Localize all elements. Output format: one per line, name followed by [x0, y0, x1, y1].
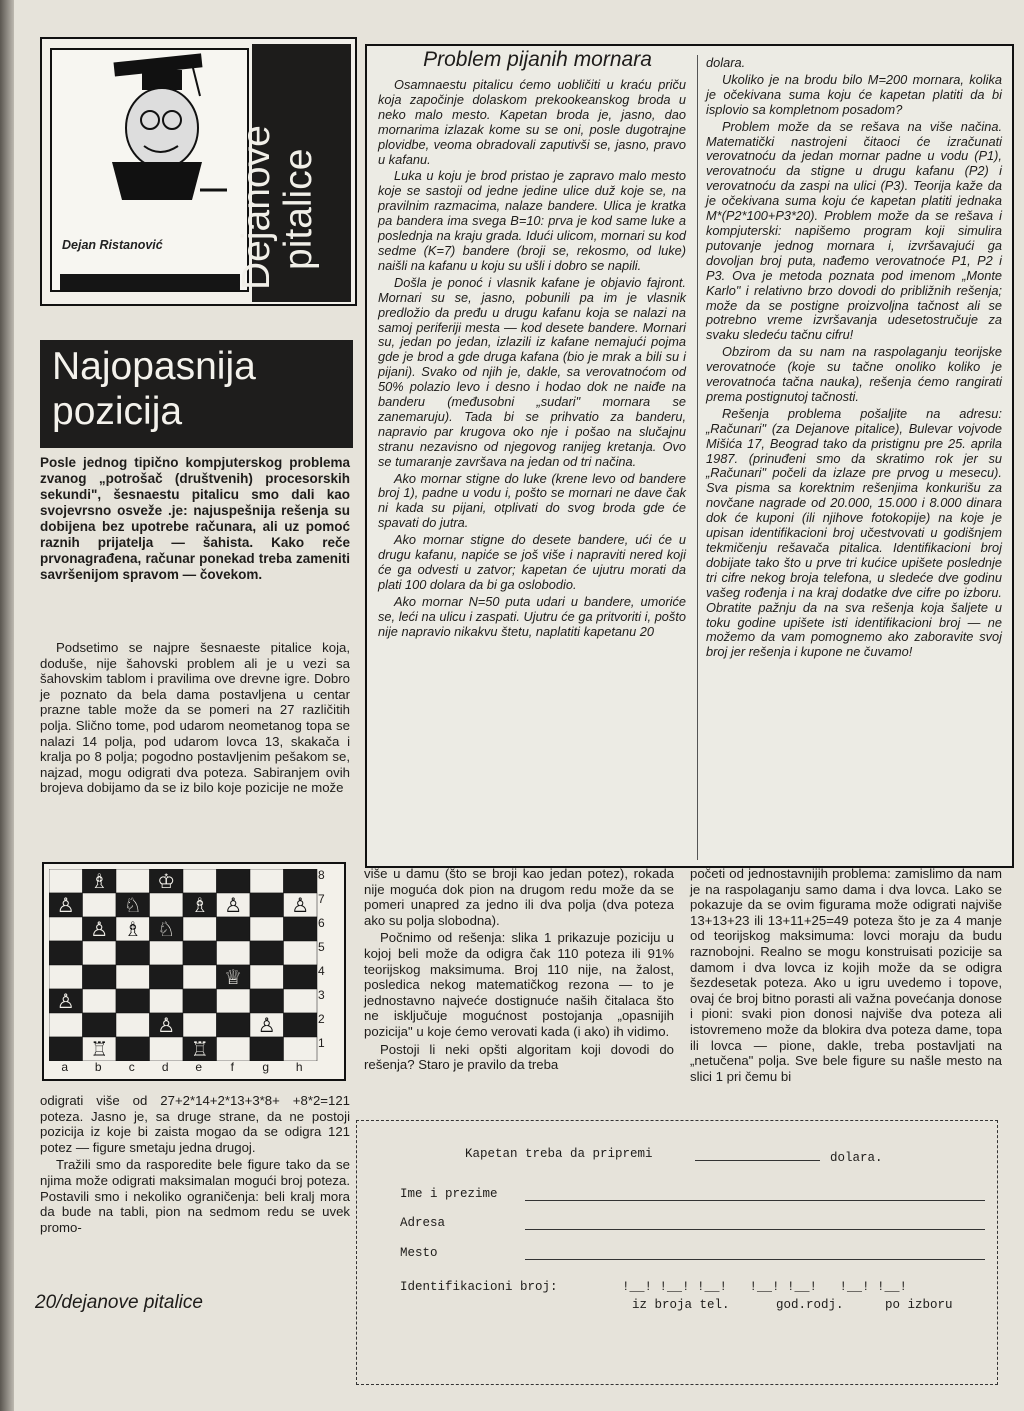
file-labels: [48, 1060, 318, 1074]
problem-title: Problem pijanih mornara: [423, 48, 652, 71]
chess-board-figure: [42, 862, 346, 1081]
series-title: Dejanove pitalice: [235, 125, 320, 290]
lead-paragraph: Posle jednog tipično kompjuterskog problema zvanog „potrošač (društvenih) procesorskih sekundi", šesnaestu pitalicu smo dali kao svojevrsno osveže .je: najuspešnija rešenja su dobijena bez upotrebe računara, ali uz pomoć raznih prijatelja — šahista. Kako reče prvonagrađena, računar ponekad treba zameniti savršenijom spravom — čovekom.: [40, 455, 350, 582]
board-square: [250, 893, 284, 917]
board-square: [49, 917, 83, 941]
coupon-name-field[interactable]: [525, 1200, 985, 1201]
board-square: [83, 989, 117, 1013]
board-square: [250, 941, 284, 965]
problem-left-column: Osamnaestu pitalicu ćemo uobličiti u kraću priču koja započinje dolaskom prekookeanskog broda u neko malo mesto. Kapetan broda je, jasno, dao mornarima izlazak kome su se oni, posle dugotrajne plovidbe, veoma obradovali zaputivši se, jasno, pravo u kafanu. Luka u koju je brod pristao je zapravo malo mesto koje se sastoji od jedne jedine ulice duž koje se, na pravilnim razmacima, nalaze bandere. Ulica je kratka pa bandera ima svega B=10: prva je kod same luke a poslednja na kraju grada. Idući ulicom, mornari su kod sedme (K=7) bandere (broji se, rekosmo, od luke) naišli na kafanu u koju su ušli i dobro se napili. Došla je ponoć i vlasnik kafane je objavio fajront. Mornari su se, jasno, pobunili pa im je vlasnik predložio da pređu u drugu kafanu koja se nalazi na samoj periferiji mesta — kod desete bandere. Mornari su, jedan po jedan, izlazili iz kafane nemajući pojma gde je brod a gde druga kafana (bio je mrak a bili su i pijani). Svako od njih je, dakle, sa verovatnoćom od 50% polazio levo i desno i hodao dok ne naiđe na banderu (međusobni „sudari" mornara se zanemaruju). Tada bi se prihvatio za banderu, napravio par krugova oko nje i pošao na slučajnu stranu nezavisno od njegovog ranijeg kretanja. Ovo se tumaranje završava na jedan od tri načina. Ako mornar stigne do luke (krene levo od bandere broj 1), padne u vodu i, pošto se mornari ne dave čak ni kada su pijani, otplivati do svog broda gde će spavati do jutra. Ako mornar stigne do desete bandere, ući će u drugu kafanu, napiće se još više i napraviti nered koji će ga odvesti u zatvor; kapetan će ujutru morati da plati 100 dolara da bi ga oslobodio. Ako mornar N=50 puta udari u bandere, umoriće se, leći na ulicu i zaspati. Ujutru će ga pritvoriti i, pošto nije napravio nikakvu štetu, naplatiti kapetanu 20: [378, 77, 686, 639]
board-square: [116, 965, 150, 989]
coupon-name-label: Ime i prezime: [400, 1187, 498, 1201]
board-square: [217, 941, 251, 965]
board-square: [49, 1037, 83, 1061]
chess-piece: ♖: [90, 1037, 109, 1061]
board-square: [217, 989, 251, 1013]
chess-piece: ♙: [56, 989, 75, 1013]
coupon-amount-field[interactable]: [695, 1160, 820, 1161]
rank-label: 8: [318, 868, 325, 882]
chess-piece: ♙: [157, 1013, 176, 1037]
coupon-address-field[interactable]: [525, 1229, 985, 1230]
board-square: [150, 1037, 184, 1061]
board-square: [284, 989, 318, 1013]
board-square: [217, 869, 251, 893]
board-square: [183, 1013, 217, 1037]
board-square: [284, 941, 318, 965]
board-square: [250, 1037, 284, 1061]
coupon-caption-year: god.rodj.: [776, 1298, 844, 1312]
coupon-caption-phone: iz broja tel.: [632, 1298, 730, 1312]
file-label: e: [195, 1060, 203, 1074]
chess-piece: ♗: [190, 893, 209, 917]
board-square: [250, 989, 284, 1013]
board-square: [116, 1037, 150, 1061]
board-square: [250, 917, 284, 941]
board-square: [150, 989, 184, 1013]
board-square: [284, 917, 318, 941]
chess-piece: ♙: [90, 917, 109, 941]
coupon-amount-label: Kapetan treba da pripremi: [465, 1147, 653, 1161]
column-2-text: više u damu (što se broji kao jedan potez), rokada nije moguća dok pion na drugom redu može da se pomeri unapred za jedno ili dva polja (dva poteza ako su polja slobodna). Počnimo od rešenja: slika 1 prikazuje poziciju u kojoj beli može da odigra čak 110 poteza ili 91% teorijskog maksimuma. Broj 110 nije, na žalost, posledica nekog matematičkog rezona — to je jednostavno najveće dostignuće naših čitalaca što ne isključuje mogućnost postojanja „opasnijih pozicija" u koje ćemo verovati kada (i ako) ih vidimo. Postoji li neki opšti algoritam koji dovodi do rešenja? Staro je pravilo da treba: [364, 866, 674, 1073]
rank-label: 6: [318, 916, 325, 930]
file-label: c: [128, 1060, 135, 1074]
rank-label: 5: [318, 940, 325, 954]
rank-label: 7: [318, 892, 325, 906]
file-label: f: [230, 1060, 234, 1074]
board-square: [250, 965, 284, 989]
author-name: Dejan Ristanović: [62, 238, 163, 252]
coupon-id-label: Identifikacioni broj:: [400, 1280, 558, 1294]
monitor-keyboard: [60, 274, 240, 290]
column-1-continued: odigrati više od 27+2*14+2*13+3*8+ +8*2=121 poteza. Jasno je, sa druge strane, da ne postoji pozicija iz koje bi zaista mogao da se odigra 121 potez — figure smetaju jedna drugoj. Tražili smo da rasporedite bele figure tako da se njima može odigrati maksimalan mogući broj poteza. Postavili smo i nekoliko ograničenja: beli kralj mora da bude na tabli, pion na sedmom redu se uvek promo-: [40, 1093, 350, 1235]
chess-piece: ♕: [224, 965, 243, 989]
board-square: [83, 893, 117, 917]
coupon-address-label: Adresa: [400, 1216, 446, 1230]
page-footer: 20/dejanove pitalice: [35, 1292, 203, 1313]
rank-label: 1: [318, 1036, 325, 1050]
file-label: g: [262, 1060, 270, 1074]
board-square: [284, 1037, 318, 1061]
board-square: [183, 941, 217, 965]
rank-label: 2: [318, 1012, 325, 1026]
column-1-text: Podsetimo se najpre šesnaeste pitalice koja, doduše, nije šahovski problem ali je u vezi sa šahovskim tablom i pravilima ove drevne igre. Dobro je poznato da bela dama postavljena u centar prazne table može da se pomeri na 27 različitih polja. Slično tome, pod udarom neometanog topa se nalazi 14 polja, pod udarom lovca 13, skakača i kralja po 8 polja; pogodno postavljenim pešakom se, najzad, mogu odigrati dva poteza. Sabiranjem ovih brojeva dobijamo da se iz bilo koje pozicije ne može: [40, 640, 350, 796]
board-square: [116, 869, 150, 893]
board-square: [183, 989, 217, 1013]
board-square: [49, 869, 83, 893]
board-square: [116, 989, 150, 1013]
chess-piece: ♗: [123, 917, 142, 941]
entry-coupon: [356, 1120, 998, 1385]
column-divider: [697, 55, 698, 860]
board-square: [150, 965, 184, 989]
chess-piece: ♙: [224, 893, 243, 917]
coupon-place-label: Mesto: [400, 1246, 438, 1260]
file-label: h: [295, 1060, 303, 1074]
professor-cartoon: [52, 50, 247, 235]
board-square: [49, 941, 83, 965]
board-square: [116, 941, 150, 965]
chess-piece: ♙: [56, 893, 75, 917]
problem-right-column: dolara. Ukoliko je na brodu bilo M=200 mornara, kolika je očekivana suma koju će kapetan platiti da bi isplovio sa kompletnom posadom? Problem može da se rešava na više načina. Matematički nastrojeni čitaoci će izračunati verovatnoću da jedan mornar padne u vodu (P1), verovatnoću da stigne u drugu kafanu (P2) i verovatnoću da zaspi na ulici (P3). Teorija kaže da je očekivana suma koju će kapetan platiti jednaka M*(P2*100+P3*20). Problem može da se rešava i kompjuterski: napišemo program koji simulira putovanje jednog mornara i, izvršavajući ga dovoljan broj puta, nađemo verovatnoće P1, P2 i P3. Ova je metoda poznata pod imenom „Monte Karlo" i relativno brzo dovodi do približnih rešenja; može da se postigne proizvoljna tačnost ali se potrebno vreme izvršavanja udesetostručuje za svaku sledeću tačnu cifru! Obzirom da su nam na raspolaganju teorijske verovatnoće (koje su tačne onoliko koliko je verovatnoća tačna nauka), rešenja ćemo rangirati prema postignutoj tačnosti. Rešenja problema pošaljite na adresu: „Računari" (za Dejanove pitalice), Bulevar vojvode Mišića 17, Beograd tako da pristignu pre 25. aprila 1987. (prinuđeni smo da skratimo rok jer su „Računari" počeli da izlaze pre prvog u mesecu). Sva pisma sa korektnim rešenjima konkurišu za novčane nagrade od 20.000, 15.000 i 8.000 dinara dok će kuponi (ili njihove fotokopije) na koje je upisan identifikacioni broj učestvovati u godišnjem tekmičenju rešavača pitalica. Identifikacioni broj dobijate tako što u prve tri kućice upišete poslednje tri cifre nekog broja telefona, u sledeće dve godinu vašeg rođenja i na kraj dodatke dve cifre po izboru. Obratite pažnju da na sva rešenja koja šaljete u toku godine upišete isti identifikacioni broj — ne možemo da vam pomognemo ako zaboravite svoj broj jer rešenja i kupone ne čuvamo!: [706, 55, 1002, 660]
page-edge: [0, 0, 14, 1411]
chess-piece: ♖: [190, 1037, 209, 1061]
board-square: [83, 941, 117, 965]
board-square: [83, 965, 117, 989]
chess-piece: ♘: [123, 893, 142, 917]
board-square: [217, 917, 251, 941]
file-label: b: [94, 1060, 102, 1074]
board-square: [150, 893, 184, 917]
board-square: [183, 869, 217, 893]
board-square: [183, 917, 217, 941]
board-square: [49, 965, 83, 989]
board-square: [284, 869, 318, 893]
chess-piece: ♔: [157, 869, 176, 893]
chess-piece: ♘: [157, 917, 176, 941]
file-label: d: [161, 1060, 169, 1074]
board-square: [116, 1013, 150, 1037]
board-square: [284, 1013, 318, 1037]
coupon-caption-choice: po izboru: [885, 1298, 953, 1312]
rank-labels: [318, 868, 336, 1060]
chess-piece: ♗: [90, 869, 109, 893]
board-square: [183, 965, 217, 989]
chess-piece: ♙: [291, 893, 310, 917]
coupon-place-field[interactable]: [525, 1259, 985, 1260]
board-square: [217, 1037, 251, 1061]
board-square: [284, 965, 318, 989]
rank-label: 4: [318, 964, 325, 978]
coupon-id-boxes[interactable]: !__! !__! !__! !__! !__! !__! !__!: [622, 1280, 908, 1294]
monitor-illustration: [50, 48, 249, 292]
board-square: [150, 941, 184, 965]
article-headline: Najopasnija pozicija: [40, 340, 353, 448]
file-label: a: [61, 1060, 69, 1074]
board-square: [250, 869, 284, 893]
coupon-currency-label: dolara.: [830, 1151, 883, 1165]
board-square: [83, 1013, 117, 1037]
board-square: [49, 1013, 83, 1037]
board-square: [217, 1013, 251, 1037]
column-3-text: početi od jednostavnijih problema: zamislimo da nam je na raspolaganju samo dama i dva lovca. Lako se pokazuje da se ovim figurama može odigrati najviše 13+13+23 ili 13+11+25=49 poteza što je za 4 manje od teorijskog maksimuma: lovci moraju da budu raznobojni. Realno se mogu konstruisati pozicije sa damom i dva lovca iz kojih može da se odigra šezdesetak poteza. Ako u igru uvedemo i topove, ovaj će broj bitno porasti ali važna povećanja donose i pioni: svaki pion donosi najviše dva poteza ali istovremeno može da blokira dva poteza dame, topa ili lovca — pione, dakle, treba postavljati na „netučena" polja. Sve bele figure su našle mesto na slici 1 pri čemu bi: [690, 866, 1002, 1084]
rank-label: 3: [318, 988, 325, 1002]
chess-piece: ♙: [257, 1013, 276, 1037]
chess-board: [49, 869, 319, 1061]
